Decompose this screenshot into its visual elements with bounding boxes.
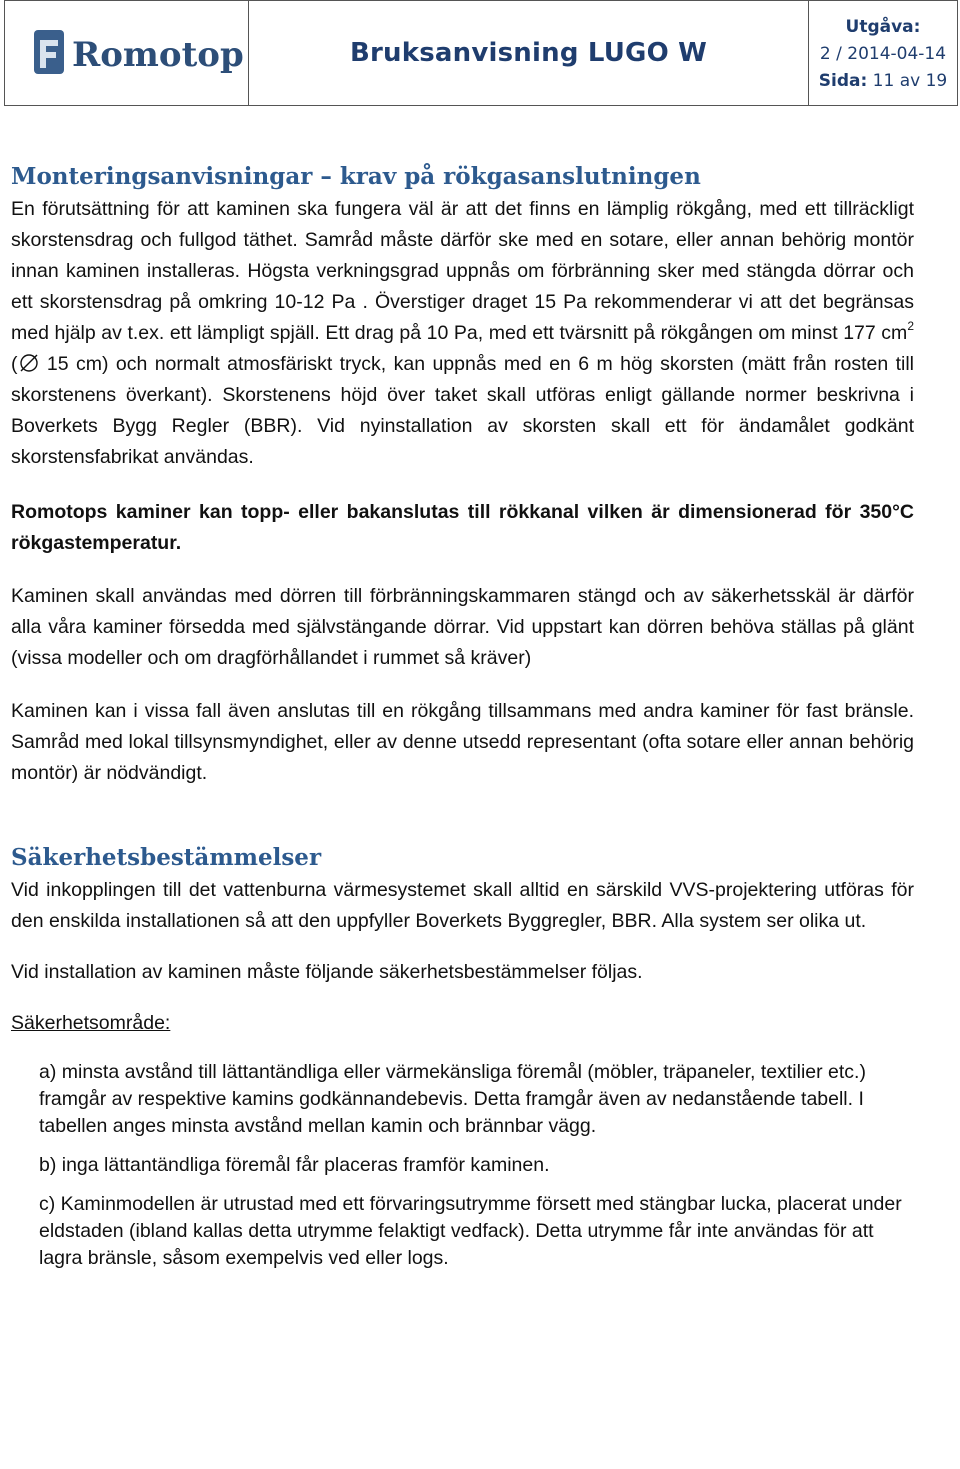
list-item: b) inga lättantändliga föremål får placeras framför kaminen. xyxy=(39,1154,550,1176)
paragraph-connection-note: Romotops kaminer kan topp- eller bakanslutas till rökkanal vilken är dimensionerad för 350°C rökgastemperatur. xyxy=(11,501,914,554)
paragraph-safety-intro: Vid installation av kaminen måste följande säkerhetsbestämmelser följas. xyxy=(11,961,643,983)
page-content xyxy=(11,160,914,1272)
section-heading-safety: Säkerhetsbestämmelser xyxy=(11,844,322,871)
page-number: Sida: 11 av 19 xyxy=(818,70,948,91)
paragraph-door-closed: Kaminen skall användas med dörren till förbränningskammaren stängd och av säkerhetsskäl är därför alla våra kaminer försedda med självstängande dörrar. Vid uppstart kan dörren behöva ställas på glänt (vissa modeller och om dragförhållandet i rummet så kräver) xyxy=(11,585,914,669)
document-meta xyxy=(809,1,957,105)
paragraph-heating-system: Vid inkopplingen till det vattenburna värmesystemet skall alltid en särskild VVS-projektering utföras för den enskilda installationen så att den uppfyller Boverkets Byggregler, BBR. Alla system ser olika ut. xyxy=(11,879,914,932)
edition-label: Utgåva: xyxy=(845,16,921,37)
safety-list xyxy=(39,1059,914,1272)
page-header xyxy=(4,0,958,106)
document-title: Bruksanvisning LUGO W xyxy=(249,1,809,105)
diameter-icon xyxy=(18,353,40,373)
svg-text:Romotop: Romotop xyxy=(71,35,244,75)
paragraph-shared-flue: Kaminen kan i vissa fall även anslutas till en rökgång tillsammans med andra kaminer för fast bränsle. Samråd med lokal tillsynsmyndighet, eller av denne utsedd representant (ofta sotare eller annan behörig montör) är nödvändigt. xyxy=(11,700,914,784)
edition-value: 2 / 2014-04-14 xyxy=(819,43,947,64)
company-logo xyxy=(5,1,249,105)
subheading-safety-area: Säkerhetsområde: xyxy=(11,1012,171,1034)
section-heading-installation: Monteringsanvisningar – krav på rökgasanslutningen xyxy=(11,163,701,190)
romotop-logo-icon xyxy=(32,24,244,82)
list-item: c) Kaminmodellen är utrustad med ett förvaringsutrymme försett med stängbar lucka, placerat under eldstaden (ibland kallas detta utrymme felaktigt vedfack). Detta utrymme får inte användas för att lagra bränsle, såsom exempelvis ved eller logs. xyxy=(39,1193,902,1269)
paragraph-flue-requirements: En förutsättning för att kaminen ska fungera väl är att det finns en lämplig rökgång, med ett tillräckligt skorstensdrag och fullgod täthet. Samråd måste därför ske med en sotare, eller annan behörig montör innan kaminen installeras. Högsta verkningsgrad uppnås om förbränning sker med stängda dörrar och ett skorstensdrag på omkring 10-12 Pa . Överstiger draget 15 Pa rekommenderar vi att det begränsas med hjälp av t.ex. ett lämpligt spjäll. Ett drag på 10 Pa, med ett tvärsnitt på rökgången om minst 177 $cm^2$ ( 15 cm) och normalt atmosfäriskt tryck, kan uppnås med en 6 m hög skorsten (mätt från rosten till skorstenens överkant). Skorstenens höjd över taket skall utföras enligt gällande normer beskrivna i Boverkets Bygg Regler (BBR). Vid nyinstallation av skorsten skall ett för ändamålet godkänt skorstensfabrikat användas. xyxy=(11,198,914,468)
list-item: a) minsta avstånd till lättantändliga eller värmekänsliga föremål (möbler, träpaneler, textilier etc.) framgår av respektive kamins godkännandebevis. Detta framgår även av nedanstående tabell. I tabellen anges minsta avstånd mellan kamin och brännbar vägg. xyxy=(39,1061,866,1137)
